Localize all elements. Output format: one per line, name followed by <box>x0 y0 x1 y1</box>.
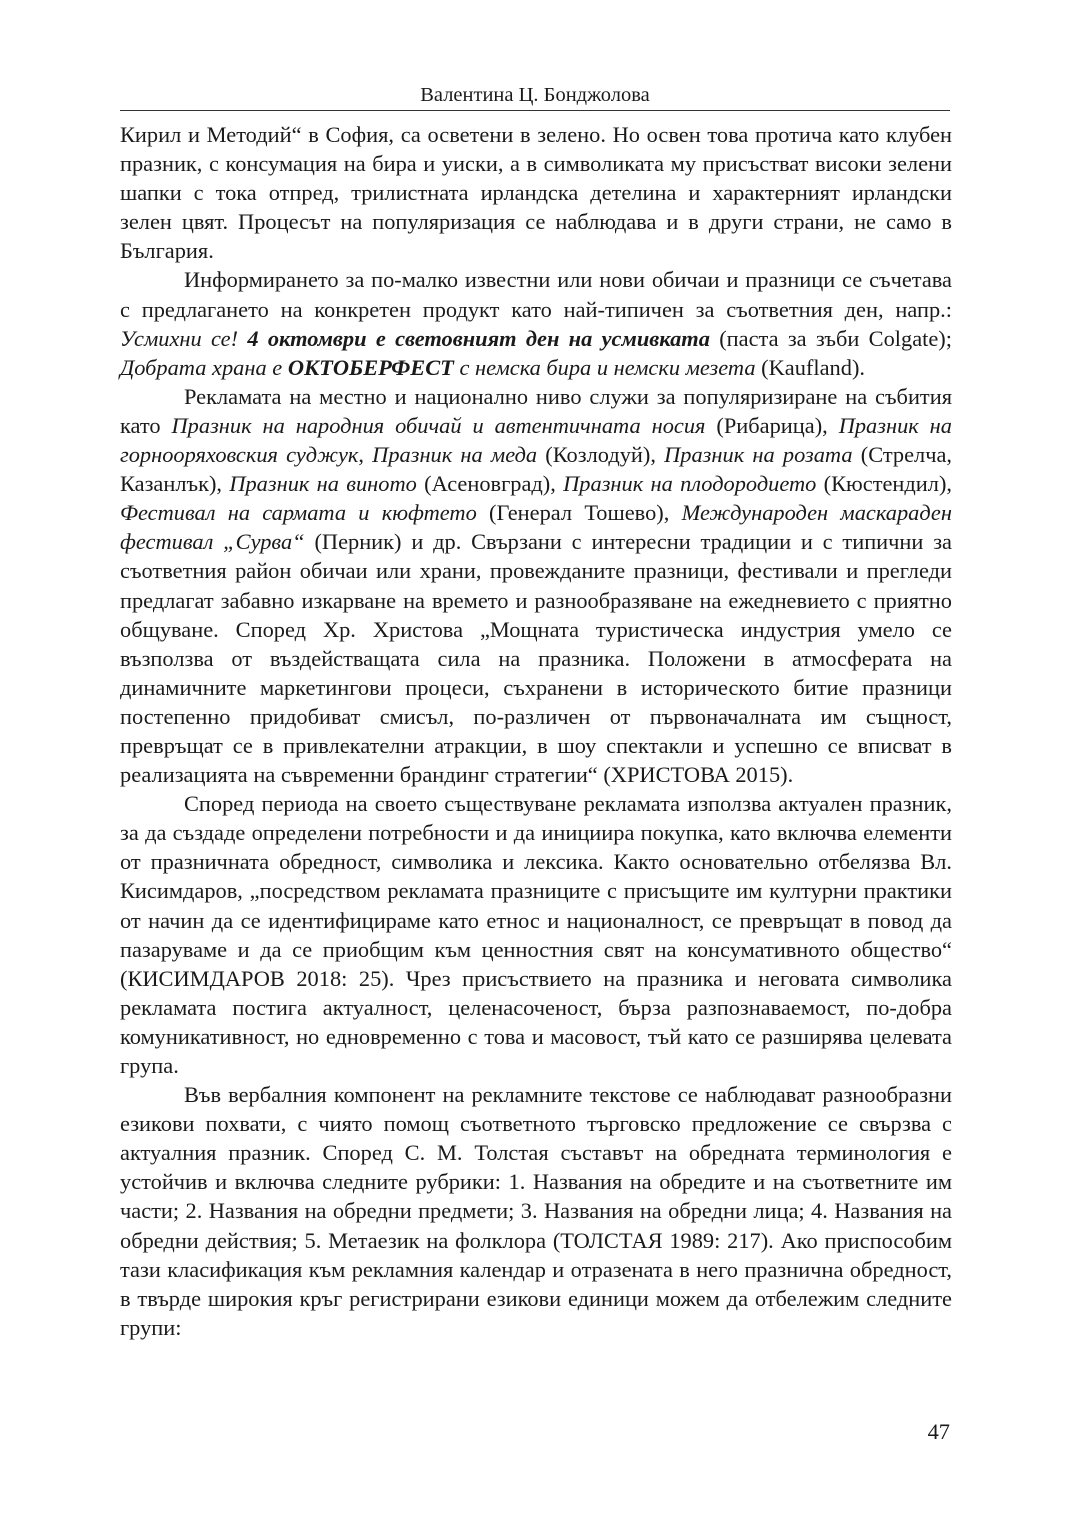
body-text <box>120 120 952 1342</box>
text-run: (Асеновград), <box>416 471 564 497</box>
text-run: Информирането за по-малко известни или нови обичаи и празници се съчетава с предлагането на конкретен продукт като най-типичен за съответния ден, напр.: <box>120 267 952 322</box>
text-run: Според периода на своето съществуване рекламата използва актуален празник, за да създаде определени потребности и да инициира покупка, като включва елементи от празничната обредност, символика и лексика. Както основательно отбелязва Вл. Кисимдаров, „посредством рекламата празниците с присъщите им културни практики от начин да се идентифицираме като етнос и националност, се превръщат в повод да пазаруваме и да се приобщим към ценностния свят на консумативното общество“ (КИСИМДАРОВ 2018: 25). Чрез присъствието на празника и неговата символика рекламата постига актуалност, целенасоченост, бърза разпознаваемост, по-добра комуникативност, но едновременно с това и масовост, тъй като се разширява целевата група. <box>120 791 952 1078</box>
running-head: Валентина Ц. Бонджолова <box>420 84 650 106</box>
paragraph <box>120 382 952 789</box>
paragraph <box>120 1080 952 1342</box>
text-run: Във вербалния компонент на рекламните текстове се наблюдават разнообразни езикови похвати, с чиято помощ съответното търговско предложение се свързва с актуалния празник. Според С. М. Толстая съставът на обредната терминология е устойчив и включва следните рубрики: 1. Названия на обредите и на съответните им части; 2. Названия на обредни предмети; 3. Названия на обредни лица; 4. Названия на обредни действия; 5. Метаезик на фолклора (ТОЛСТАЯ 1989: 217). Ако приспособим тази класификация към рекламния календар и отразената в него празнична обредност, в твърде широкия кръг регистрирани езикови единици можем да отбележим следните групи: <box>120 1082 952 1340</box>
text-run: (Козлодуй), <box>537 442 665 468</box>
emphasized-run: Празник на горнооряховския суджук <box>120 412 952 468</box>
emphasized-run: Празник на народния обичай и автентичната носия <box>171 412 706 438</box>
paragraph <box>120 265 952 381</box>
emphasized-run: с немска бира и немски мезета <box>453 354 756 380</box>
text-run: Кирил и Методий“ в София, са осветени в зелено. Но освен това протича като клубен празник, с консумация на бира и уиски, а в символиката му присъстват високи зелени шапки с тока отпред, трилистната ирландска детелина и характерният ирландски зелен цвят. Процесът на популяризация се наблюдава и в други страни, не само в България. <box>120 122 952 264</box>
text-run: (Kaufland). <box>755 354 865 380</box>
emphasized-run: Международен маскараден фестивал „Сурва“ <box>120 500 952 555</box>
emphasized-run: Фестивал на сармата и кюфтето <box>120 500 477 526</box>
paragraph <box>120 120 952 265</box>
emphasized-run: Празник на розата <box>664 442 853 468</box>
text-run: , <box>358 442 373 468</box>
paragraph <box>120 789 952 1080</box>
emphasized-run: Празник на плодородието <box>563 471 817 497</box>
text-run: (Кюстендил), <box>816 471 953 497</box>
emphasized-run: Добрата храна е <box>120 354 288 380</box>
text-run: Рекламата на местно и национално ниво служи за популяризиране на събития като <box>120 383 952 438</box>
text-run: (Перник) и др. Свързани с интересни традиции и с типични за съответния район обичаи или храни, провежданите празници, фестивали и прегледи предлагат забавно изкарване на времето и разнообразяване на ежедневието с приятно общуване. Според Хр. Христова „Мощната туристическа индустрия умело се възползва от въздействащата сила на празника. Положени в атмосферата на динамичните маркетингови процеси, съхранени в историческото битие празници постепенно придобиват смисъл, по-различен от първоначалната им същност, превръщат се в привлекателни атракции, в шоу спектакли и успешно се вписват в реализацията на съвременни брандинг стратегии“ (ХРИСТОВА 2015). <box>120 529 952 788</box>
text-run: (Рибарица), <box>705 412 839 438</box>
header-rule <box>120 110 950 111</box>
emphasized-run: ОКТОБЕРФЕСТ <box>287 354 454 380</box>
emphasized-run: Празник на виното <box>229 471 417 497</box>
text-run: (Стрелча, Казанлък), <box>120 442 952 497</box>
page-number: 47 <box>927 1419 950 1444</box>
text-run: (Генерал Тошево), <box>476 500 682 526</box>
emphasized-run: Усмихни се! <box>120 325 248 351</box>
emphasized-run: 4 октомври е световният ден на усмивката <box>247 325 710 351</box>
emphasized-run: Празник на меда <box>372 442 538 468</box>
text-run: (паста за зъби Colgate); <box>709 325 952 351</box>
